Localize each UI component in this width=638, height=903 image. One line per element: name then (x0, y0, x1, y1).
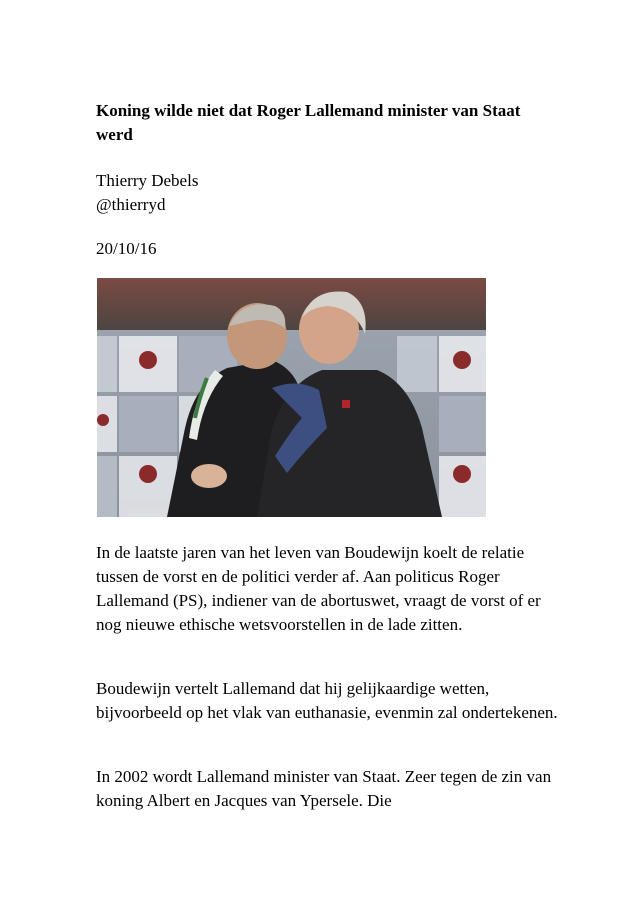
two-men-embracing-photo (97, 278, 486, 517)
author-handle: @thierryd (96, 195, 166, 214)
article-title: Koning wilde niet dat Roger Lallemand minister van Staat werd (96, 101, 521, 144)
body-paragraph: In 2002 wordt Lallemand minister van Staat. Zeer tegen de zin van koning Albert en Jacques van Ypersele. Die (96, 767, 552, 810)
body-paragraph: In de laatste jaren van het leven van Boudewijn koelt de relatie tussen de vorst en de politici verder af. Aan politicus Roger Lallemand (PS), indiener van de abortuswet, vraagt de vorst of er nog nieuwe ethische wetsvoorstellen in de lade zitten. (96, 543, 541, 634)
body-paragraph: Boudewijn vertelt Lallemand dat hij gelijkaardige wetten, bijvoorbeeld op het vlak van euthanasie, evenmin zal ondertekenen. (96, 679, 558, 722)
article-date: 20/10/16 (96, 239, 157, 258)
article-author: Thierry Debels (96, 171, 199, 190)
